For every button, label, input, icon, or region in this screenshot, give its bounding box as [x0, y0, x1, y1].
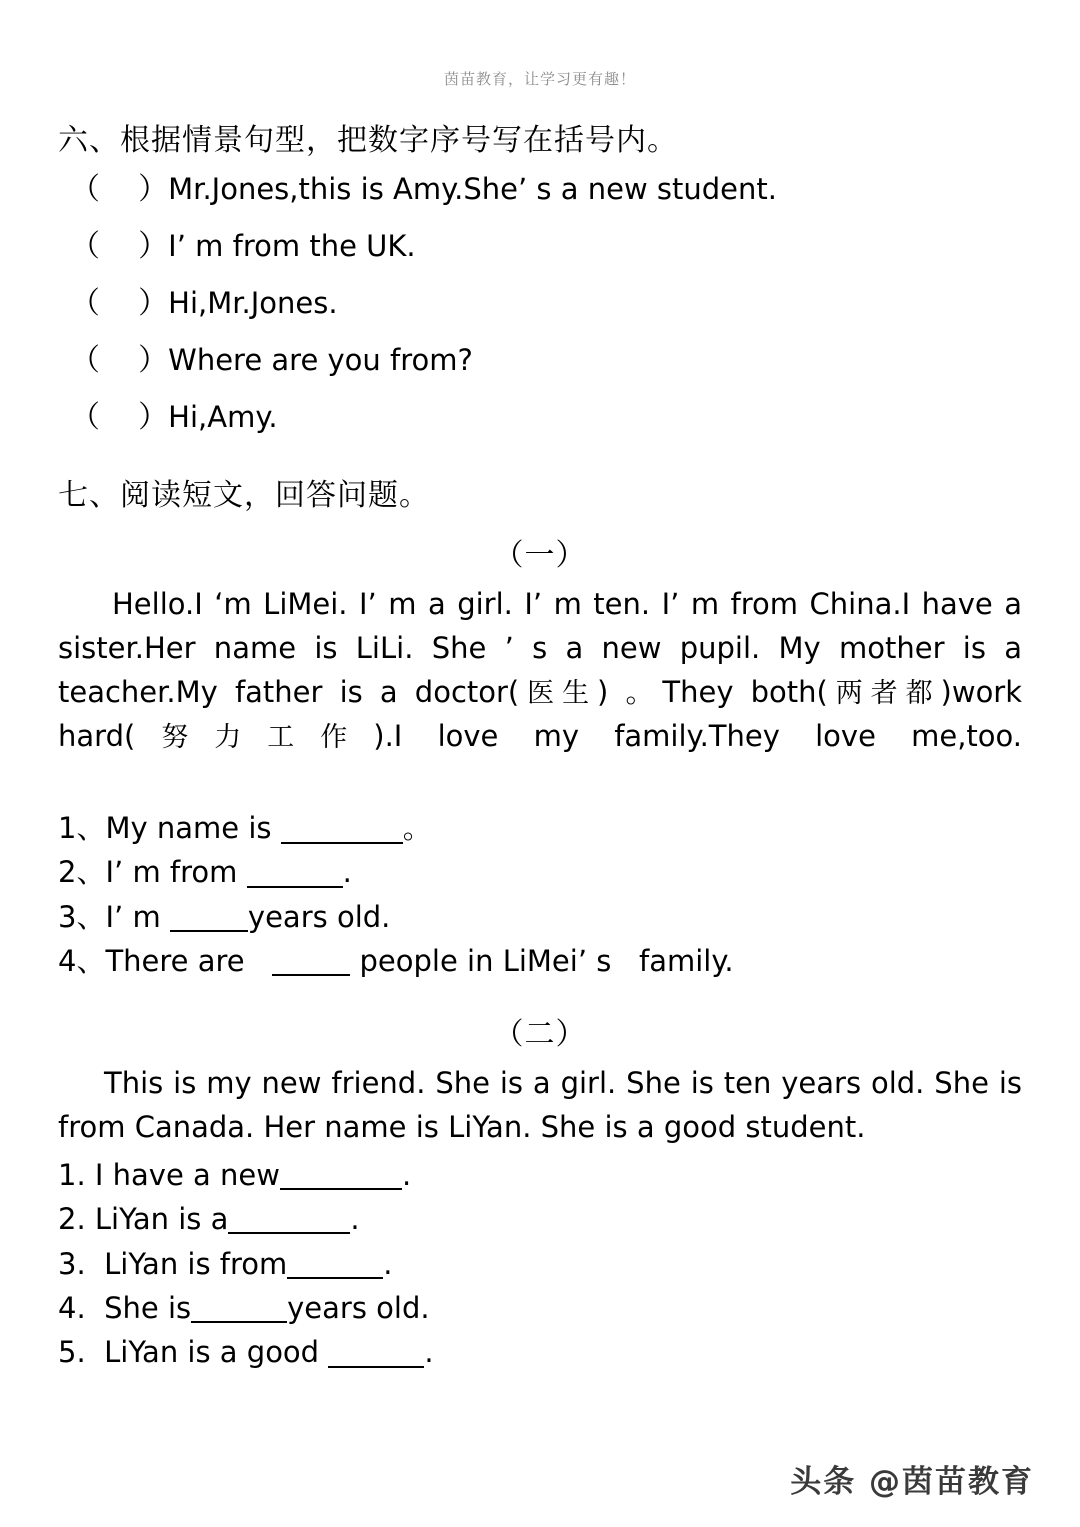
- answer-blank[interactable]: [287, 1248, 383, 1279]
- answer-bracket[interactable]: （ ）: [70, 286, 169, 321]
- passage-2-text: [58, 1061, 1022, 1149]
- bracket-choice-label: Hi,Amy.: [168, 400, 278, 434]
- question-text-after-blank: years old.: [247, 899, 391, 934]
- question-item: [58, 1286, 1022, 1330]
- passage-1-gloss: 医生: [519, 678, 598, 710]
- question-number: 5.: [58, 1335, 86, 1370]
- answer-blank[interactable]: [272, 945, 350, 976]
- question-text-before-blank: LiYan is a good: [85, 1335, 329, 1370]
- answer-bracket[interactable]: （ ）: [70, 343, 169, 378]
- passage-1-text: [58, 582, 1022, 802]
- answer-blank[interactable]: [191, 1292, 287, 1323]
- passage-1-label: （一）: [493, 538, 587, 573]
- bracket-choice-label: Where are you from?: [168, 343, 473, 377]
- passage-1-question-list: [58, 806, 1022, 982]
- question-item: [58, 895, 1022, 939]
- answer-bracket[interactable]: （ ）: [70, 172, 169, 207]
- passage-1-segment: ).I love my family.They love me,too.: [373, 719, 1022, 754]
- answer-blank[interactable]: [328, 1337, 424, 1368]
- question-item: [58, 1197, 1022, 1241]
- bracket-choice-label: Hi,Mr.Jones.: [168, 286, 338, 320]
- question-text-before-blank: LiYan is from: [85, 1246, 288, 1281]
- footer-watermark: 头条 @茵苗教育: [790, 1464, 1034, 1500]
- question-number: 2.: [58, 1202, 86, 1237]
- question-number: 3.: [58, 1246, 86, 1281]
- question-item: [58, 850, 1022, 894]
- question-item: [58, 1330, 1022, 1374]
- section-6-heading: 六、根据情景句型，把数字序号写在括号内。: [58, 123, 678, 158]
- question-number: 1.: [58, 1157, 86, 1192]
- question-text-before-blank: LiYan is a: [85, 1202, 229, 1237]
- passage-2-segment: This is my new friend. She is a girl. She is ten years old. She is from Canada. Her name is LiYan. She is a good student.: [58, 1065, 1022, 1144]
- bracket-choice-item[interactable]: [58, 275, 1022, 332]
- question-text-after-blank: .: [401, 1157, 412, 1192]
- question-number: 4、: [58, 943, 106, 978]
- question-text-after-blank: .: [342, 855, 352, 890]
- question-text-before-blank: My name is: [105, 811, 281, 846]
- bracket-choice-item[interactable]: [58, 161, 1022, 218]
- answer-bracket[interactable]: （ ）: [70, 400, 169, 435]
- question-item: [58, 1242, 1022, 1286]
- passage-2-question-list: [58, 1153, 1022, 1375]
- passage-1-segment: ) 。They both(: [597, 675, 828, 710]
- question-text-after-blank: years old.: [287, 1290, 430, 1325]
- passage-1-segment: Hello.I ‘m LiMei. I’ m a girl. I’ m ten. I’ m from China.I have a sister.Her name is LiLi. She ’ s a new pupil. My mother is a teacher.My father is a doctor(: [58, 587, 1022, 710]
- question-number: 2、: [58, 855, 106, 890]
- answer-blank[interactable]: [170, 901, 248, 932]
- question-text-after-blank: .: [383, 1246, 393, 1281]
- passage-1-gloss: 两者都: [827, 678, 941, 710]
- question-text-after-blank: people in LiMei’ s family.: [350, 943, 734, 978]
- question-text-after-blank: 。: [402, 811, 432, 846]
- answer-blank[interactable]: [228, 1203, 350, 1234]
- bracket-choice-item[interactable]: [58, 389, 1022, 446]
- page-header-watermark: 茵苗教育，让学习更有趣！: [443, 70, 636, 88]
- question-text-after-blank: .: [350, 1202, 360, 1237]
- answer-blank[interactable]: [281, 813, 403, 844]
- question-number: 3、: [58, 899, 106, 934]
- answer-bracket[interactable]: （ ）: [70, 229, 169, 264]
- bracket-choice-label: Mr.Jones,this is Amy.She’ s a new student.: [168, 172, 777, 206]
- question-text-before-blank: I’ m: [105, 899, 170, 934]
- passage-1-segment: )work hard(: [58, 675, 1023, 754]
- question-text-after-blank: .: [424, 1335, 434, 1370]
- question-number: 4.: [58, 1290, 86, 1325]
- passage-1-gloss: 努力工作: [135, 722, 374, 754]
- question-number: 1、: [58, 811, 106, 846]
- bracket-choice-item[interactable]: [58, 332, 1022, 389]
- bracket-choice-list: [58, 161, 1022, 446]
- section-7-heading: 七、阅读短文，回答问题。: [58, 478, 430, 513]
- question-text-before-blank: I’ m from: [105, 855, 247, 890]
- question-text-before-blank: There are: [105, 943, 273, 978]
- question-text-before-blank: She is: [85, 1290, 192, 1325]
- answer-blank[interactable]: [247, 857, 343, 888]
- bracket-choice-label: I’ m from the UK.: [168, 229, 416, 263]
- question-item: [58, 1153, 1022, 1197]
- answer-blank[interactable]: [280, 1159, 402, 1190]
- bracket-choice-item[interactable]: [58, 218, 1022, 275]
- question-item: [58, 939, 1022, 983]
- question-item: [58, 806, 1022, 850]
- passage-2-label: （二）: [493, 1016, 587, 1052]
- question-text-before-blank: I have a new: [85, 1157, 280, 1192]
